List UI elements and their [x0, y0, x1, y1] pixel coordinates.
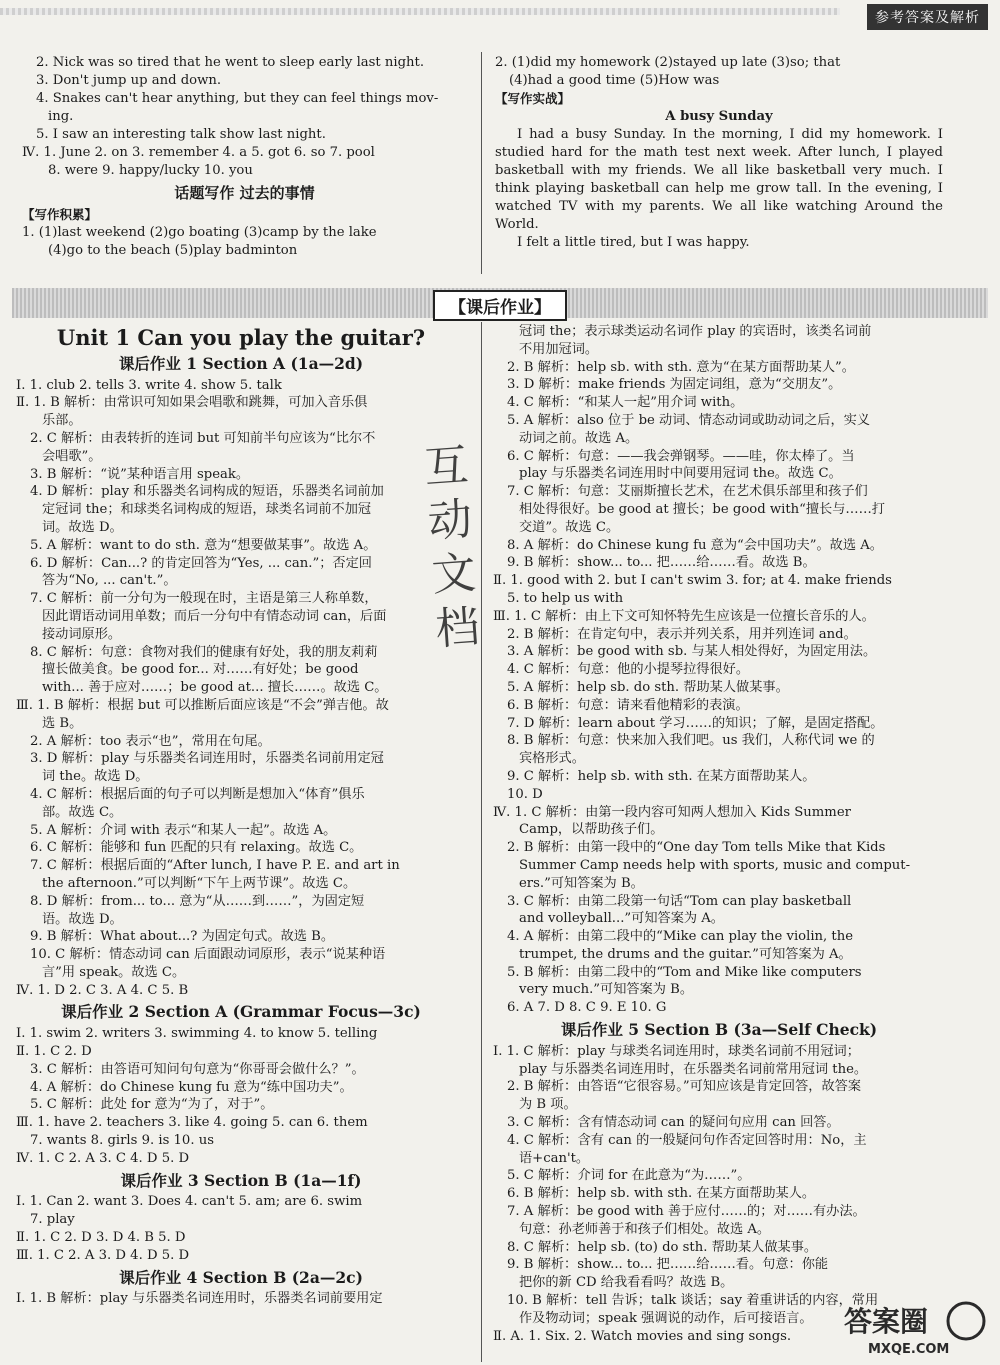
answer-line: 言”用 speak。故选 C。 — [42, 964, 186, 980]
answer-line: 【写作实战】 — [495, 91, 571, 106]
answer-line: 3. Don't jump up and down. — [36, 73, 222, 88]
answer-line: 6. B 解析：help sb. with sth. 在某方面帮助某人。 — [507, 1186, 816, 1202]
answer-line: 4. A 解析：由第二段中的“Mike can play the violin, the — [507, 929, 854, 945]
answer-line: play 与乐器类名词连用时中间要用冠词 the。故选 C。 — [519, 466, 842, 482]
section-heading: Unit 1 Can you play the guitar? — [56, 325, 426, 350]
answer-line: 语。故选 D。 — [42, 911, 123, 927]
section-heading: 课后作业 3 Section B (1a—1f) — [120, 1170, 362, 1190]
answer-line: 6. B 解析：句意：请来看他精彩的表演。 — [507, 697, 749, 713]
answer-line: 选 B。 — [42, 715, 83, 731]
section-banner — [12, 288, 988, 318]
answer-line: Ⅱ. 1. good with 2. but I can't swim 3. for; at 4. make friends — [493, 573, 892, 589]
answer-line: ers.”可知答案为 B。 — [519, 875, 644, 891]
answer-line: 7. A 解析：be good with 善于应付……的；对……有办法。 — [507, 1204, 866, 1220]
answer-line: Ⅰ. 1. C 解析：play 与球类名词连用时，球类名词前不用冠词； — [493, 1043, 860, 1059]
answer-line: A busy Sunday — [665, 109, 773, 124]
answer-line: Ⅳ. 1. C 2. A 3. C 4. D 5. D — [16, 1150, 190, 1166]
answer-line: Ⅱ. 1. B 解析：由常识可知如果会唱歌和跳舞，可加入音乐俱 — [16, 395, 368, 411]
answer-line: Ⅳ. 1. D 2. C 3. A 4. C 5. B — [16, 982, 189, 998]
answer-line: 10. C 解析：情态动词 can 后面跟动词原形，表示“说某种语 — [30, 947, 386, 963]
answer-line: Ⅰ. 1. Can 2. want 3. Does 4. can't 5. am; are 6. swim — [16, 1194, 363, 1210]
top-header-bar — [0, 0, 1000, 30]
watermark-char: 档 — [433, 601, 482, 656]
answer-line: 3. C 解析：由答语可知问句句意为“你哥哥会做什么？”。 — [30, 1061, 365, 1077]
answer-line: Ⅰ. 1. B 解析：play 与乐器类名词连用时，乐器类名词前要用定 — [16, 1291, 383, 1307]
answer-line: 4. C 解析：根据后面的句子可以判断是想加入“体育”俱乐 — [30, 786, 365, 802]
answer-line: 4. D 解析：play 和乐器类名词构成的短语，乐器类名词前加 — [30, 484, 384, 500]
watermark-char: 互 — [422, 439, 471, 494]
answer-line: Camp，以帮助孩子们。 — [519, 822, 664, 838]
answer-line: 因此谓语动词用单数；而后一分句中有情态动词 can，后面 — [42, 608, 387, 624]
answer-line: 把你的新 CD 给我看看吗？故选 B。 — [519, 1275, 734, 1291]
answer-line: 9. B 解析：show... to... 把……给……看。句意：你能 — [507, 1257, 829, 1273]
answer-line: Ⅱ. 1. C 2. D — [16, 1044, 92, 1060]
left-column — [16, 323, 466, 1308]
section-heading: 课后作业 2 Section A (Grammar Focus—3c) — [61, 1002, 421, 1022]
answer-line: the afternoon.”可以判断“下午上两节课”。故选 C。 — [42, 875, 357, 891]
answer-line: Ⅰ. 1. swim 2. writers 3. swimming 4. to know 5. telling — [16, 1026, 378, 1042]
answer-line: Summer Camp needs help with sports, music and comput- — [519, 857, 911, 873]
answer-line: 4. A 解析：do Chinese kung fu 意为“练中国功夫”。 — [30, 1079, 353, 1095]
site-logo — [838, 1295, 988, 1359]
answer-line: with... 善于应对……；be good at... 擅长……。故选 C。 — [42, 680, 388, 696]
answer-line: 8. D 解析：from... to... 意为“从……到……”，为固定短 — [30, 893, 365, 909]
answer-line: 5. B 解析：由第二段中的“Tom and Mike like computers — [507, 964, 862, 980]
answer-line: 8. A 解析：do Chinese kung fu 意为“会中国功夫”。故选 A。 — [507, 537, 883, 553]
answer-line: 定冠词 the；和球类名词构成的短语，球类名词前不加冠 — [42, 502, 372, 518]
top-right-column — [495, 54, 943, 126]
section-heading: 话题写作 过去的事情 — [174, 184, 315, 202]
answer-line: and volleyball...”可知答案为 A。 — [519, 911, 724, 927]
answer-line: 2. Nick was so tired that he went to sleep early last night. — [36, 55, 425, 70]
answer-line: 交道”。故选 C。 — [519, 519, 620, 535]
answer-line: (4)had a good time (5)How was — [509, 73, 720, 88]
answer-line: 5. A 解析：want to do sth. 意为“想要做某事”。故选 A。 — [30, 537, 377, 553]
section-heading: 课后作业 4 Section B (2a—2c) — [119, 1267, 363, 1287]
answer-line: 句意：孙老师善于和孩子们相处。故选 A。 — [519, 1221, 771, 1237]
answer-line: 接动词原形。 — [42, 626, 122, 642]
essay-paragraph-1: I had a busy Sunday. In the morning, I did my homework. I studied hard for the math test next week. After lunch, I played basketball with my friends. We all like basketball very much. I think playing basketball can help me grow tall. In the evening, I watched TV with my parents. We all like watching Around the World. — [495, 127, 943, 232]
answer-line: 5. C 解析：此处 for 意为“为了，对于”。 — [30, 1097, 274, 1113]
answer-line: 2. C 解析：由表转折的连词 but 可知前半句应该为“比尔不 — [30, 430, 376, 446]
watermark-char: 动 — [426, 493, 474, 548]
right-column — [493, 323, 945, 1345]
answer-line: Ⅰ. 1. club 2. tells 3. write 4. show 5. talk — [16, 377, 282, 393]
answer-line: 6. C 解析：能够和 fun 匹配的只有 relaxing。故选 C。 — [30, 840, 363, 856]
answer-line: 2. B 解析：help sb. with sth. 意为“在某方面帮助某人”。 — [507, 359, 855, 375]
answer-line: 宾格形式。 — [519, 751, 585, 767]
answer-line: 8. B 解析：句意：快来加入我们吧。us 我们，人称代词 we 的 — [507, 733, 875, 749]
answer-line: 语+can't。 — [519, 1150, 590, 1166]
answer-line: 9. B 解析：show... to... 把……给……看。故选 B。 — [507, 555, 816, 571]
answer-line: Ⅳ. 1. C 解析：由第一段内容可知两人想加入 Kids Summer — [493, 804, 851, 820]
answer-line: 2. B 解析：由答语“它很容易。”可知应该是肯定回答，故答案 — [507, 1079, 862, 1095]
answer-line: Ⅲ. 1. C 解析：由上下文可知怀特先生应该是一位擅长音乐的人。 — [493, 608, 875, 624]
answer-line: 6. A 7. D 8. C 9. E 10. G — [507, 1000, 667, 1016]
answer-line: 5. A 解析：help sb. do sth. 帮助某人做某事。 — [507, 679, 789, 695]
answer-line: 3. C 解析：由第二段第一句话“Tom can play basketball — [507, 893, 852, 909]
answer-line: 1. (1)last weekend (2)go boating (3)camp by the lake — [22, 225, 377, 240]
answer-line: 4. Snakes can't hear anything, but they can feel things mov- — [36, 91, 439, 106]
essay — [495, 126, 943, 252]
answer-line: 3. A 解析：be good with sb. 与某人相处得好，为固定用法。 — [507, 644, 877, 660]
answer-line: 为 B 项。 — [519, 1097, 577, 1113]
answer-line: 动词之前。故选 A。 — [519, 430, 639, 446]
answer-line: 8. C 解析：help sb. (to) do sth. 帮助某人做某事。 — [507, 1239, 818, 1255]
answer-line: 5. I saw an interesting talk show last night. — [36, 127, 326, 142]
answer-line: 词 the。故选 D。 — [42, 769, 149, 785]
answer-line: very much.”可知答案为 B。 — [519, 982, 694, 998]
answer-line: 5. A 解析：also 位于 be 动词、情态动词或助动词之后，实义 — [507, 412, 871, 428]
header-label: 参考答案及解析 — [867, 4, 988, 30]
answer-line: 4. C 解析：含有 can 的一般疑问句作否定回答时用：No，主 — [507, 1132, 867, 1148]
answer-line: 9. C 解析：help sb. with sth. 在某方面帮助某人。 — [507, 768, 816, 784]
answer-line: Ⅲ. 1. have 2. teachers 3. like 4. going 5. can 6. them — [16, 1115, 368, 1131]
answer-line: 8. were 9. happy/lucky 10. you — [48, 163, 253, 178]
answer-line: 3. C 解析：含有情态动词 can 的疑问句应用 can 回答。 — [507, 1115, 840, 1131]
answer-line: 2. B 解析：在肯定句中，表示并列关系，用并列连词 and。 — [507, 626, 857, 642]
watermark-char: 文 — [430, 547, 478, 602]
answer-line: (4)go to the beach (5)play badminton — [48, 243, 298, 258]
essay-paragraph-2: I felt a little tired, but I was happy. — [517, 235, 750, 250]
answer-line: 不用加冠词。 — [519, 341, 599, 357]
answer-line: Ⅱ. A. 1. Six. 2. Watch movies and sing songs. — [493, 1328, 792, 1344]
answer-line: 冠词 the；表示球类运动名词作 play 的宾语时，该类名词前 — [519, 324, 872, 339]
answer-line: 词。故选 D。 — [42, 519, 123, 535]
answer-line: 5. A 解析：介词 with 表示“和某人一起”。故选 A。 — [30, 822, 337, 838]
answer-line: Ⅳ. 1. June 2. on 3. remember 4. a 5. got 6. so 7. pool — [22, 145, 375, 160]
answer-line: ing. — [48, 109, 74, 124]
answer-line: Ⅱ. 1. C 2. D 3. D 4. B 5. D — [16, 1230, 186, 1246]
logo-sub-text: MXQE.COM — [868, 1342, 950, 1357]
answer-line: 2. (1)did my homework (2)stayed up late (3)so; that — [495, 55, 841, 70]
answer-line: 10. B 解析：tell 告诉；talk 谈话；say 着重讲话的内容，常用 — [507, 1293, 879, 1309]
answer-line: 6. C 解析：句意：——我会弹钢琴。——哇，你太棒了。当 — [507, 448, 855, 464]
answer-line: 7. C 解析：句意：艾丽斯擅长艺术，在艺术俱乐部里和孩子们 — [507, 484, 868, 500]
answer-line: 部。故选 C。 — [42, 804, 123, 820]
answer-line: 7. C 解析：根据后面的“After lunch, I have P. E. and art in — [30, 858, 400, 874]
answer-line: 4. C 解析：句意：他的小提琴拉得很好。 — [507, 662, 750, 678]
answer-line: 6. D 解析：Can...? 的肯定回答为“Yes, ... can.”；否定回 — [30, 555, 372, 571]
section-heading: 课后作业 5 Section B (3a—Self Check) — [560, 1020, 878, 1040]
answer-line: 擅长做美食。be good for... 对……有好处；be good — [42, 662, 359, 678]
answer-line: 10. D — [507, 786, 543, 802]
header-rule — [0, 8, 840, 15]
answer-line: 乐部。 — [42, 413, 82, 429]
logo-main-text: 答案圈 — [844, 1305, 929, 1338]
section-heading: 课后作业 1 Section A (1a—2d) — [118, 353, 364, 373]
answer-line: trumpet, the drums and the guitar.”可知答案为 A。 — [519, 946, 852, 962]
answer-line: 4. C 解析：“和某人一起”用介词 with。 — [507, 395, 744, 411]
answer-line: Ⅲ. 1. C 2. A 3. D 4. D 5. D — [16, 1247, 190, 1263]
banner-title: 【课后作业】 — [433, 290, 567, 321]
answer-line: 7. play — [30, 1212, 75, 1228]
column-divider-top — [481, 52, 482, 274]
answer-line: play 与乐器类名词连用时，在乐器类名词前常用冠词 the。 — [519, 1061, 868, 1077]
answer-line: 2. A 解析：too 表示“也”，常用在句尾。 — [30, 733, 271, 749]
answer-line: 相处得很好。be good at 擅长；be good with“擅长与……打 — [519, 501, 885, 517]
answer-line: 5. C 解析：介词 for 在此意为“为……”。 — [507, 1168, 751, 1184]
answer-line: 2. B 解析：由第一段中的“One day Tom tells Mike that Kids — [507, 840, 886, 856]
answer-line: 8. C 解析：句意：食物对我们的健康有好处，我的朋友莉莉 — [30, 644, 378, 660]
answer-line: 7. wants 8. girls 9. is 10. us — [30, 1133, 214, 1149]
answer-line: 答为“No, ... can't.”。 — [42, 573, 177, 589]
column-divider-main — [481, 322, 482, 1362]
answer-line: 3. D 解析：play 与乐器类名词连用时，乐器类名词前用定冠 — [30, 751, 384, 767]
answer-line: 3. D 解析：make friends 为固定词组，意为“交朋友”。 — [507, 377, 842, 393]
answer-line: 会唱歌”。 — [42, 448, 102, 464]
answer-line: Ⅲ. 1. B 解析：根据 but 可以推断后面应该是“不会”弹吉他。故 — [16, 697, 389, 713]
answer-line: 作及物动词；speak 强调说的动作，后可接语言。 — [519, 1310, 813, 1326]
answer-line: 5. to help us with — [507, 590, 624, 606]
answer-line: 9. B 解析：What about...? 为固定句式。故选 B。 — [30, 929, 335, 945]
answer-line: 7. C 解析：前一分句为一般现在时，主语是第三人称单数， — [30, 591, 378, 607]
answer-line: 【写作积累】 — [22, 207, 98, 222]
answer-line: 3. B 解析：“说”某种语言用 speak。 — [30, 466, 250, 482]
top-left-column — [22, 54, 467, 260]
answer-line: 7. D 解析：learn about 学习……的知识；了解，是固定搭配。 — [507, 715, 884, 731]
